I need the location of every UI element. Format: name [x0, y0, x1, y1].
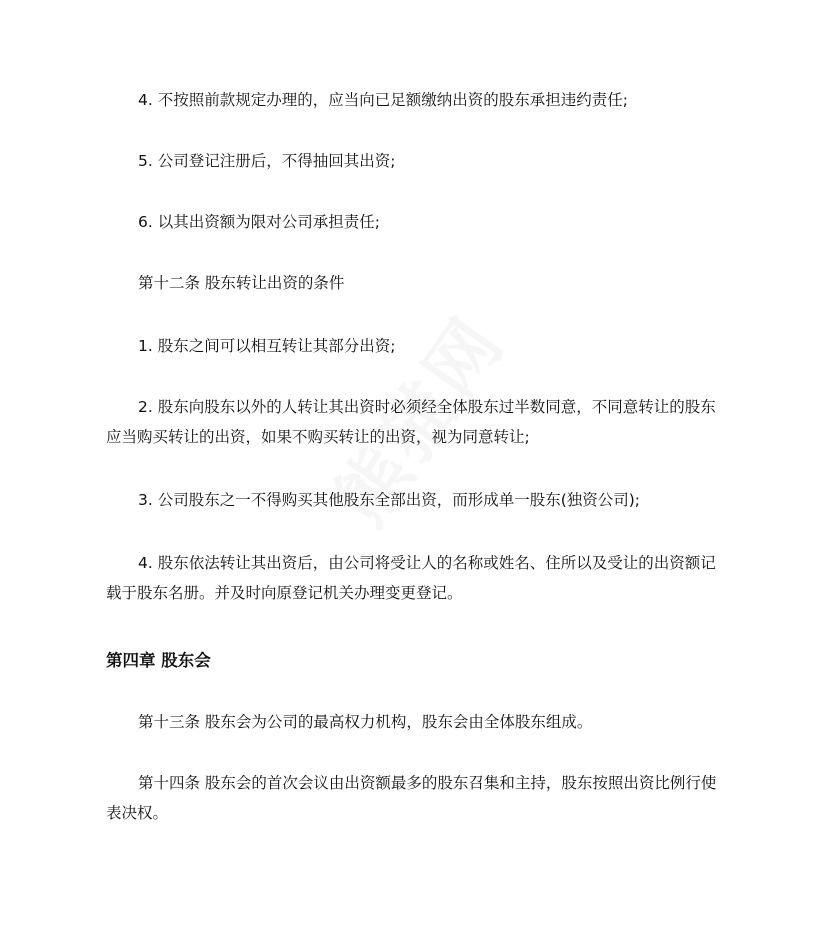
article-14: 第十四条 股东会的首次会议由出资额最多的股东召集和主持，股东按照出资比例行使表决权。 — [106, 774, 717, 822]
paragraph-transfer-2: 2. 股东向股东以外的人转让其出资时必须经全体股东过半数同意，不同意转让的股东应当购买转让的出资，如果不购买转让的出资，视为同意转让; — [106, 398, 716, 446]
paragraph-clause-4: 4. 不按照前款规定办理的，应当向已足额缴纳出资的股东承担违约责任; — [138, 91, 628, 109]
paragraph-clause-5: 5. 公司登记注册后，不得抽回其出资; — [138, 152, 396, 170]
paragraph-transfer-1: 1. 股东之间可以相互转让其部分出资; — [138, 337, 396, 355]
article-12-title: 第十二条 股东转让出资的条件 — [138, 274, 345, 292]
paragraph-clause-6: 6. 以其出资额为限对公司承担责任; — [138, 213, 380, 231]
chapter-4-heading: 第四章 股东会 — [106, 651, 211, 670]
paragraph-transfer-4: 4. 股东依法转让其出资后，由公司将受让人的名称或姓名、住所以及受让的出资额记载于股东名册。并及时向原登记机关办理变更登记。 — [106, 554, 716, 602]
paragraph-transfer-3: 3. 公司股东之一不得购买其他股东全部出资，而形成单一股东(独资公司); — [138, 491, 641, 509]
article-13: 第十三条 股东会为公司的最高权力机构，股东会由全体股东组成。 — [138, 713, 593, 731]
